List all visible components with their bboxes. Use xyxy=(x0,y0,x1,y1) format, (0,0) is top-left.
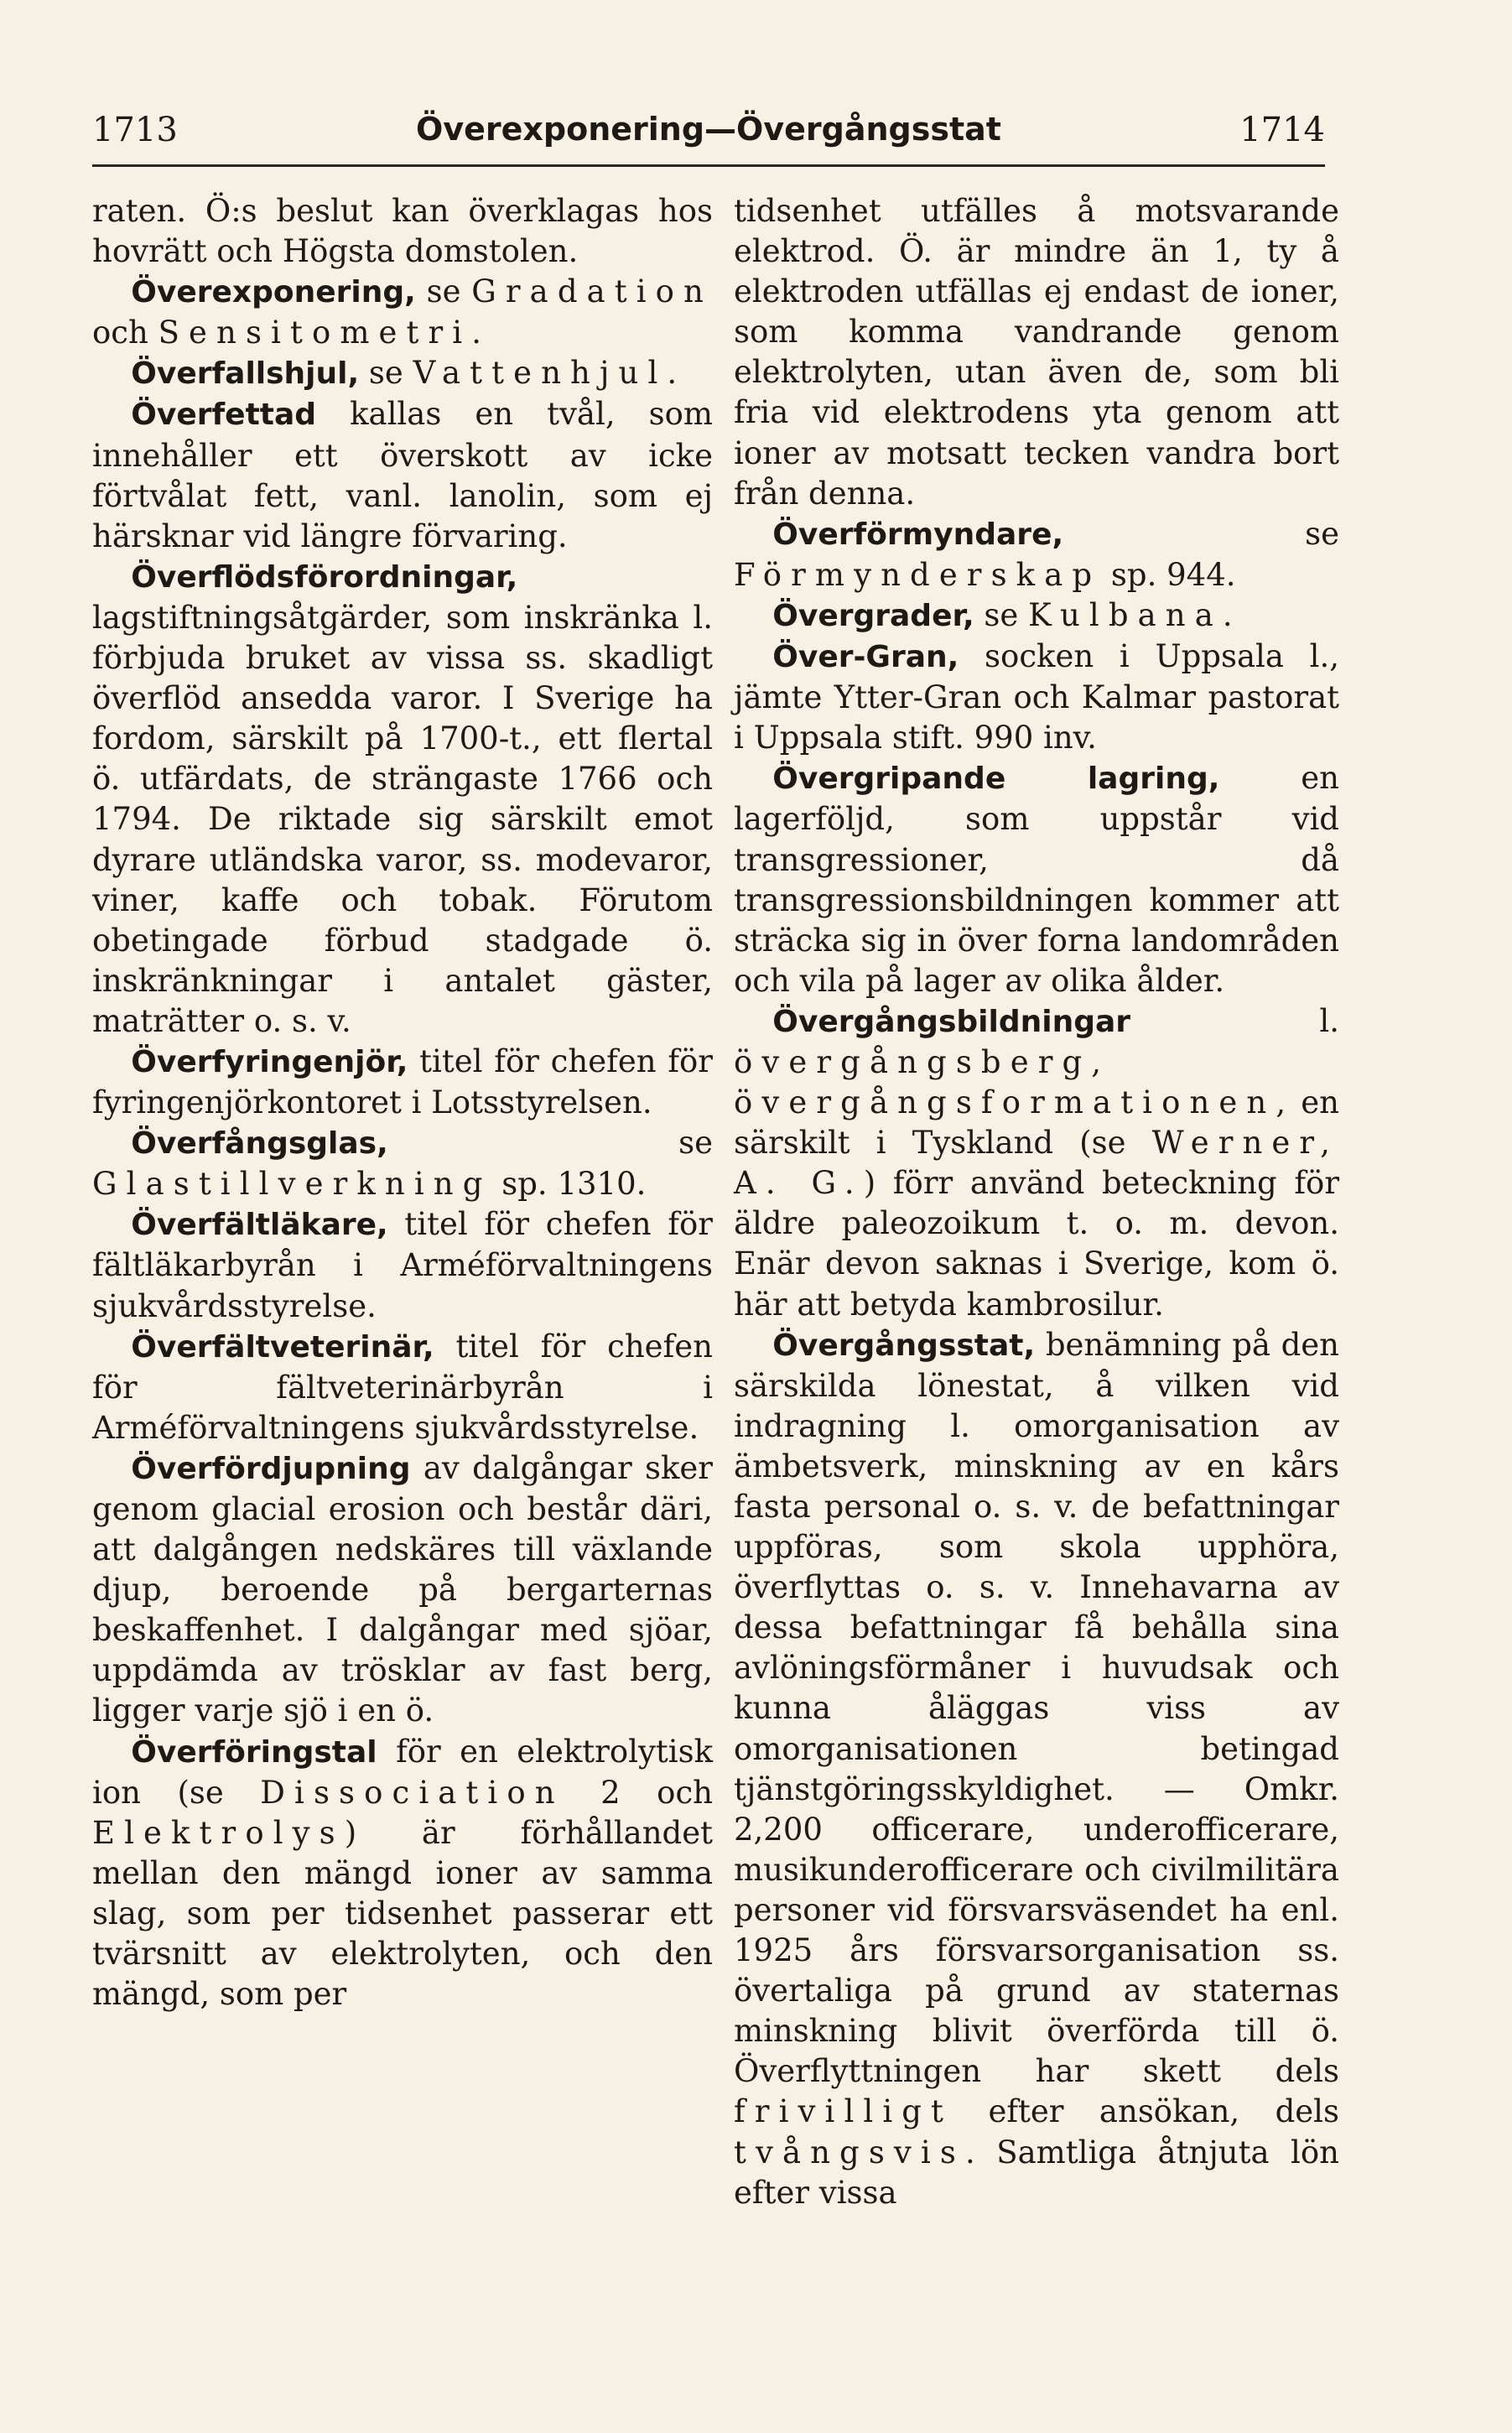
entry-paragraph: Överfettad kallas en tvål, som innehåller ett överskott av icke förtvålat fett, vanl. lanolin, som ej härsknar vid längre förvaring. xyxy=(92,396,713,554)
header-title: Överexponering—Övergångsstat xyxy=(416,111,1001,148)
right-column xyxy=(734,191,1339,2213)
entry-paragraph: Övergångsbildningar l. övergångsberg, övergångsformationen, en särskilt i Tyskland (se Werner, A. G.) förr använd beteckning för äldre paleozoikum t. o. m. devon. Enär devon saknas i Sverige, kom ö. här att betyda kambrosilur. xyxy=(734,1002,1340,1323)
page-number-right: 1714 xyxy=(1239,111,1325,149)
entry-paragraph: Överfyringenjör, titel för chefen för fyringenjörkontoret i Lotsstyrelsen. xyxy=(92,1042,713,1121)
entry-paragraph: Överfallshjul, se Vattenhjul. xyxy=(131,355,678,392)
left-column xyxy=(92,191,713,2015)
entry-paragraph: Övergripande lagring, en lagerföljd, som uppstår vid transgressioner, då transgressionsbildningen kommer att sträcka sig in över forna landområden och vila på lager av olika ålder. xyxy=(734,760,1339,999)
entry-paragraph: Överflödsförordningar, lagstiftningsåtgärder, som inskränka l. förbjuda bruket av vissa ss. skadligt överflöd ansedda varor. I Sverige ha fordom, särskilt på 1700-t., ett flertal ö. utfärdats, de strängaste 1766 och 1794. De riktade sig särskilt emot dyrare utländska varor, ss. modevaror, viner, kaffe och tobak. Förutom obetingade förbud stadgade ö. inskränkningar i antalet gäster, maträtter o. s. v. xyxy=(92,559,713,1039)
running-header xyxy=(92,111,1325,167)
entry-paragraph: Övergångsstat, benämning på den särskilda lönestat, å vilken vid indragning l. omorganisation av ämbetsverk, minskning av en kårs fasta personal o. s. v. de befattningar uppföras, som skola upphöra, överflyttas o. s. v. Innehavarna av dessa befattningar få behålla sina avlöningsförmåner i huvudsak och kunna åläggas viss av omorganisationen betingad tjänstgöringsskyldighet. — Omkr. 2,200 officerare, underofficerare, musikunderofficerare och civilmilitära personer vid försvarsväsendet ha enl. 1925 års försvarsorganisation ss. övertaliga på grund av staternas minskning blivit överförda till ö. Överflyttningen har skett dels frivilligt efter ansökan, dels tvångsvis. Samtliga åtnjuta lön efter vissa xyxy=(734,1326,1339,2211)
entry-paragraph: Överexponering, se Gradation och Sensitometri. xyxy=(92,273,713,351)
entry-paragraph: Överfältläkare, titel för chefen för fältläkarbyrån i Arméförvaltningens sjukvårdsstyrelse. xyxy=(92,1206,713,1324)
entry-paragraph: Överfördjupning av dalgångar sker genom glacial erosion och består däri, att dalgången nedskäres till växlande djup, beroende på bergarternas beskaffenhet. I dalgångar med sjöar, uppdämda av trösklar av fast berg, ligger varje sjö i en ö. xyxy=(92,1449,713,1729)
entry-paragraph: raten. Ö:s beslut kan överklagas hos hovrätt och Högsta domstolen. xyxy=(92,193,713,270)
entry-paragraph: Överfångsglas, se Glastillverkning sp. 1310. xyxy=(92,1125,713,1203)
entry-paragraph: Övergrader, se Kulbana. xyxy=(772,596,1233,633)
entry-paragraph: Överfältveterinär, titel för chefen för fältveterinärbyrån i Arméförvaltningens sjukvårdsstyrelse. xyxy=(92,1328,713,1446)
entry-paragraph: Överförmyndare, se Förmynderskap sp. 944. xyxy=(734,515,1339,593)
entry-paragraph: Överföringstal för en elektrolytisk ion (se Dissociation 2 och Elektrolys) är förhållandet mellan den mängd ioner av samma slag, som per tidsenhet passerar ett tvärsnitt av elektrolyten, och den mängd, som per xyxy=(92,1733,714,2013)
page-number-left: 1713 xyxy=(92,111,178,149)
entry-paragraph: tidsenhet utfälles å motsvarande elektrod. Ö. är mindre än 1, ty å elektroden utfällas ej endast de ioner, som komma vandrande genom elektrolyten, utan även de, som bli fria vid elektrodens yta genom att ioner av motsatt tecken vandra bort från denna. xyxy=(734,193,1339,512)
entry-paragraph: Över-Gran, socken i Uppsala l., jämte Ytter-Gran och Kalmar pastorat i Uppsala stift. 990 inv. xyxy=(734,638,1339,756)
